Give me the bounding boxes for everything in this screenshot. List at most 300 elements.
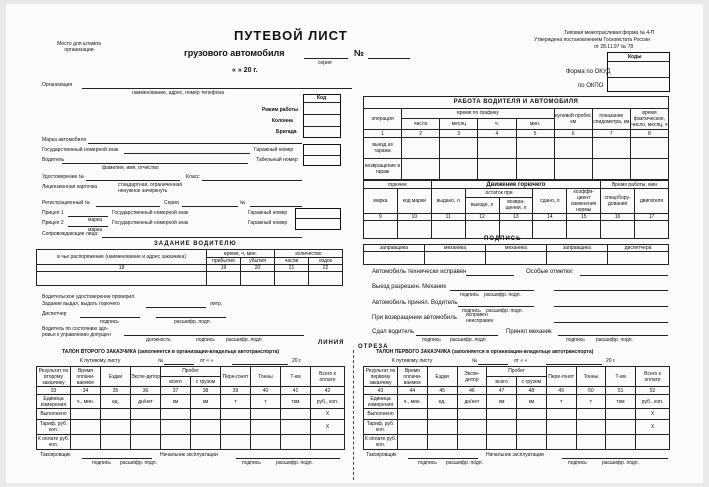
c1-chief-label: Начальник эксплуатации	[486, 452, 544, 458]
c2-x-mark: X	[311, 419, 345, 434]
c2-cell[interactable]	[311, 434, 345, 449]
c2-cell[interactable]	[101, 434, 131, 449]
task-issued-label: Задание выдал, выдать горючего	[42, 301, 120, 307]
task-cell[interactable]	[241, 272, 275, 286]
fuel-col-handed: сдано, л	[533, 189, 567, 214]
class-label: Класс	[186, 174, 200, 180]
c2-cell[interactable]	[281, 409, 311, 420]
c2-num: 38	[191, 387, 221, 395]
c2-col-probeg: Пробег	[161, 367, 221, 377]
work-cell[interactable]	[440, 159, 478, 180]
c1-unit: ч., мин.	[398, 395, 428, 409]
c2-col-time: Время оплачи-ваемое	[71, 367, 101, 387]
c1-cell[interactable]	[546, 409, 576, 420]
c1-cell[interactable]	[546, 434, 576, 449]
c2-unit: т	[221, 395, 251, 409]
c1-cell[interactable]	[517, 419, 547, 434]
garage-tab-div	[303, 155, 341, 156]
task-cell[interactable]	[275, 272, 309, 286]
date-line: « » 20 г.	[232, 67, 258, 74]
dispatcher-label: Диспетчер	[42, 311, 67, 317]
form-date: от 28.11.97 № 78	[594, 44, 634, 50]
c1-col-probeg: Пробег	[487, 367, 547, 377]
c1-num: 44	[398, 387, 428, 395]
mech-decode-hint: расшифр. подп.	[596, 337, 633, 343]
exit-decode-hint: расшифр. подп.	[484, 292, 521, 298]
special-notes-field[interactable]	[580, 275, 668, 276]
mech-sign-hint: подпись	[566, 337, 585, 343]
codes-label: Коды	[628, 54, 642, 60]
dispatcher-decode-field[interactable]	[156, 317, 226, 318]
c1-col-exped: Экспе-дитор	[457, 367, 487, 387]
sig-col: диспетчера	[608, 245, 669, 252]
c2-num: 35	[101, 387, 131, 395]
organization-hint: наименование, адрес, номер телефона	[132, 90, 225, 96]
trailer2-garage-label: Гаражный номер	[248, 220, 288, 226]
c1-done: Выполнено	[364, 409, 398, 420]
work-table-title: РАБОТА ВОДИТЕЛЯ И АВТОМОБИЛЯ	[364, 97, 669, 109]
c2-unit: ч., мин.	[71, 395, 101, 409]
c2-x-mark: X	[311, 409, 345, 420]
c2-probeg-load: с грузом	[191, 376, 221, 387]
fuel-col-engine: двигателя	[635, 189, 669, 214]
org-codes-div-2	[303, 114, 341, 115]
health-label: Водитель по состоянию здо-ровья к управлению допущен	[42, 326, 111, 338]
vehicle-series-line[interactable]	[304, 58, 348, 59]
coupon1-no-field[interactable]	[478, 364, 508, 365]
task-cell[interactable]	[309, 272, 343, 286]
codes-divider-2	[607, 77, 670, 78]
work-table	[363, 96, 669, 180]
work-num: 5	[516, 130, 554, 138]
c2-unit: руб., коп.	[311, 395, 345, 409]
c2-cell[interactable]	[251, 419, 281, 434]
c2-cell[interactable]	[161, 409, 191, 420]
work-col-speedo: показание спидометра, км	[592, 108, 630, 130]
c2-cell[interactable]	[131, 419, 161, 434]
work-cell[interactable]	[630, 159, 668, 180]
c2-taxer-field[interactable]	[82, 458, 152, 459]
waybill-form	[6, 4, 703, 483]
work-cell[interactable]	[630, 138, 668, 159]
driver-label: Водитель	[42, 157, 65, 163]
work-col-schedule: время по графику	[402, 108, 555, 119]
c2-cell[interactable]	[221, 419, 251, 434]
c1-unit: руб., коп.	[636, 395, 670, 409]
trailer2-label: Прицеп 2	[42, 220, 64, 226]
c2-col-exped: Экспе-дитор	[131, 367, 161, 387]
c1-unit: км	[517, 395, 547, 409]
c1-cell[interactable]	[427, 434, 457, 449]
sig-cell[interactable]	[425, 252, 486, 265]
fuel-cell[interactable]	[567, 221, 601, 239]
car-brand-field[interactable]	[88, 143, 302, 144]
work-num: 1	[364, 130, 402, 138]
fuel-col-remainder: остаток при	[465, 189, 533, 198]
work-num: 3	[440, 130, 478, 138]
c1-taxer-label: Таксировщик	[366, 452, 397, 458]
c2-col-trips: Ездки	[101, 367, 131, 387]
c2-taxer-decode-hint: расшифр. подп.	[120, 460, 157, 466]
task-num: 19	[207, 265, 241, 272]
trailer1-brand-hint: марка	[88, 217, 103, 223]
c1-cell[interactable]	[606, 409, 636, 420]
accepted-decode-hint: расшифр. подп.	[486, 308, 523, 314]
c1-cell[interactable]	[457, 434, 487, 449]
coupon2-no: №	[158, 358, 164, 364]
c1-unit: дн/нет	[457, 395, 487, 409]
work-col-day: число	[402, 119, 440, 130]
c1-num: 48	[517, 387, 547, 395]
work-cell[interactable]	[554, 138, 592, 159]
fuel-num: 16	[601, 214, 635, 221]
car-accepted-field[interactable]	[458, 306, 534, 307]
coupon2-ref: К путевому листу	[80, 358, 121, 364]
c2-cell[interactable]	[251, 409, 281, 420]
c1-taxer-decode-hint: расшифр. подп.	[446, 460, 483, 466]
task-title: ЗАДАНИЕ ВОДИТЕЛЮ	[154, 241, 237, 247]
okud-label: Форма по ОКУД	[566, 69, 611, 75]
work-cell[interactable]	[516, 159, 554, 180]
c1-cell[interactable]	[487, 419, 517, 434]
companions-label: Сопровождающие лица:	[42, 231, 99, 237]
notes-line-3[interactable]	[554, 306, 668, 307]
c2-chief-field[interactable]	[236, 458, 340, 459]
fuel-col-mark: марка	[364, 189, 398, 214]
c2-num: 37	[161, 387, 191, 395]
c1-cell[interactable]	[427, 419, 457, 434]
position-hint: должность	[146, 337, 171, 343]
form-title: ПУТЕВОЙ ЛИСТ	[234, 28, 348, 43]
car-ok-field[interactable]	[466, 275, 514, 276]
work-col-operation: операция	[364, 108, 402, 130]
c2-cell[interactable]	[71, 409, 101, 420]
c1-taxer-field[interactable]	[408, 458, 478, 459]
signature-title: ПОДПИСЬ	[484, 236, 522, 242]
c1-cell[interactable]	[576, 409, 606, 420]
work-row-return: возвращение в гараж	[364, 159, 402, 180]
work-cell[interactable]	[440, 138, 478, 159]
license-label: Удостоверение №	[42, 174, 85, 180]
c1-chief-decode-hint: расшифр. подп.	[602, 460, 639, 466]
task-col-departure: убытия	[241, 258, 275, 265]
license-checked-label: Водительское удостоверение проверил.	[42, 294, 136, 300]
c2-units-label: Единица измерения	[37, 395, 71, 409]
c1-unit: км	[487, 395, 517, 409]
c2-num: 41	[281, 387, 311, 395]
reg-number-field[interactable]	[96, 206, 160, 207]
c2-cell[interactable]	[221, 409, 251, 420]
c2-col-peregon: Пере-гонят	[221, 367, 251, 387]
task-cell[interactable]	[37, 272, 207, 286]
form-subtitle: грузового автомобиля	[184, 48, 285, 58]
coupon2-date-field[interactable]	[232, 364, 288, 365]
trailer2-state-label: Государственный номерной знак	[112, 220, 189, 226]
coupon2-year: 20 г.	[292, 358, 302, 364]
fuel-cell[interactable]	[431, 221, 465, 239]
c1-unit: ткм	[606, 395, 636, 409]
accepted-sign-hint: подпись	[462, 308, 481, 314]
c2-cell[interactable]	[71, 419, 101, 434]
c1-probeg-load: с грузом	[517, 376, 547, 387]
accepted-mech-label: Принял механик	[506, 329, 552, 335]
coupon1-date-field[interactable]	[546, 364, 602, 365]
task-num: 21	[275, 265, 309, 272]
work-col-min: мин.	[516, 119, 554, 130]
task-num: 18	[37, 265, 207, 272]
org-codes-div-1	[303, 102, 341, 103]
c1-cell[interactable]	[398, 409, 428, 420]
work-cell[interactable]	[592, 159, 630, 180]
work-cell[interactable]	[592, 138, 630, 159]
driver-field[interactable]	[62, 163, 248, 164]
fuel-num: 13	[499, 214, 533, 221]
c1-unit: ед.	[427, 395, 457, 409]
c1-cell[interactable]	[457, 419, 487, 434]
coupon2-title: ТАЛОН ВТОРОГО ЗАКАЗЧИКА (заполняется в организации-владельце автотранспорта)	[62, 349, 280, 355]
sig-col: механика	[425, 245, 486, 252]
trailer1-garage-label: Гаражный номер	[248, 210, 288, 216]
work-num: 2	[402, 130, 440, 138]
work-num: 6	[554, 130, 592, 138]
work-cell[interactable]	[478, 159, 516, 180]
fuel-col-issued: выдано, л	[431, 189, 465, 214]
exit-allowed-label: Выезд разрешен. Механик	[372, 284, 446, 290]
sig-col: заправщика	[364, 245, 425, 252]
cut-label: ОТРЕЗА	[358, 344, 389, 350]
waybill-number-line[interactable]	[368, 58, 410, 59]
health-field[interactable]	[124, 335, 304, 336]
fuel-col-fuel: горючее	[364, 181, 432, 189]
c2-col-tons: Тонны	[251, 367, 281, 387]
c1-cell[interactable]	[517, 434, 547, 449]
fuel-cell[interactable]	[364, 221, 398, 239]
c1-units-label: Единица измерения	[364, 395, 398, 409]
coupon1-no: №	[472, 358, 478, 364]
work-cell[interactable]	[516, 138, 554, 159]
c1-cell[interactable]	[398, 434, 428, 449]
work-cell[interactable]	[402, 159, 440, 180]
stamp-place-label: Место для штампа организации	[57, 41, 101, 53]
c1-num: 46	[457, 387, 487, 395]
dispatcher-decode-hint: расшифр. подп.	[174, 319, 211, 325]
c2-done: Выполнено	[37, 409, 71, 420]
c2-cell[interactable]	[191, 419, 221, 434]
c2-cell[interactable]	[71, 434, 101, 449]
c1-x-mark: X	[636, 419, 670, 434]
repair-state: исправен неисправен	[466, 312, 494, 324]
c2-chief-label: Начальник эксплуатации	[160, 452, 218, 458]
number-sign: №	[354, 48, 365, 58]
driver-hint: фамилия, имя, отчество	[102, 165, 159, 171]
c2-cell[interactable]	[101, 419, 131, 434]
c1-col-tkm: Т-км	[606, 367, 636, 387]
state-number-field[interactable]	[124, 153, 250, 154]
c2-unit: ед.	[101, 395, 131, 409]
c1-cell[interactable]	[398, 419, 428, 434]
c2-cell[interactable]	[281, 419, 311, 434]
handed-decode-hint: расшифр. подп.	[450, 337, 487, 343]
c2-cell[interactable]	[161, 419, 191, 434]
state-number-label: Государственный номерной знак	[42, 147, 119, 153]
c1-cell[interactable]	[546, 419, 576, 434]
coupon2-no-field[interactable]	[164, 364, 194, 365]
task-col-hours: часов	[275, 258, 309, 265]
okpo-label: по ОКПО	[578, 83, 604, 89]
c1-cell[interactable]	[576, 434, 606, 449]
c1-num: 49	[546, 387, 576, 395]
c2-unit: ткм	[281, 395, 311, 409]
c1-chief-field[interactable]	[562, 458, 668, 459]
c1-cell[interactable]	[457, 409, 487, 420]
special-notes-label: Особые отметки:	[526, 269, 574, 275]
c1-cell[interactable]	[576, 419, 606, 434]
garage-number-label: Гаражный номер	[254, 147, 294, 153]
fuel-table-title: Движение горючего	[431, 181, 600, 189]
fuel-num: 12	[465, 214, 499, 221]
c1-col-time: Время оплачи-ваемое	[398, 367, 428, 387]
notes-line-2[interactable]	[554, 290, 668, 291]
reg-no-label: №	[240, 200, 246, 206]
c1-cell[interactable]	[427, 409, 457, 420]
sig-col: механика	[486, 245, 547, 252]
c2-cell[interactable]	[191, 434, 221, 449]
c1-col-total: Всего к оплате	[636, 367, 670, 387]
fuel-cell[interactable]	[601, 221, 635, 239]
fuel-num: 15	[567, 214, 601, 221]
exit-sign-hint: подпись	[460, 292, 479, 298]
health-sign-hint: подпись	[196, 337, 215, 343]
c1-cell[interactable]	[606, 419, 636, 434]
c1-cell[interactable]	[636, 434, 670, 449]
sig-cell[interactable]	[608, 252, 669, 265]
c1-col-peregon: Пере-гонят	[546, 367, 576, 387]
companions-field[interactable]	[102, 237, 302, 238]
organization-field[interactable]	[82, 88, 352, 89]
c2-num: 33	[37, 387, 71, 395]
class-field[interactable]	[202, 180, 302, 181]
notes-line-4[interactable]	[554, 322, 668, 323]
reg-series-label: Серия	[164, 200, 179, 206]
c2-num: 39	[221, 387, 251, 395]
c2-cell[interactable]	[161, 434, 191, 449]
reg-series-field[interactable]	[182, 206, 238, 207]
c2-unit: км	[191, 395, 221, 409]
coupon1-year: 20 г.	[606, 358, 616, 364]
work-cell[interactable]	[554, 159, 592, 180]
fuel-cell[interactable]	[635, 221, 669, 239]
sig-col: заправщика	[547, 245, 608, 252]
c1-cell[interactable]	[487, 434, 517, 449]
dispatcher-sign-field[interactable]	[80, 317, 140, 318]
fuel-issued-field[interactable]	[146, 307, 206, 308]
reg-no-field[interactable]	[250, 206, 302, 207]
task-num: 20	[241, 265, 275, 272]
c1-cell[interactable]	[517, 409, 547, 420]
task-col-trips: ездок	[309, 258, 343, 265]
c1-num: 50	[576, 387, 606, 395]
work-col-actual: время фактическое, число, месяц, ч	[631, 109, 668, 128]
c2-cell[interactable]	[221, 434, 251, 449]
column-label: Колонна	[272, 118, 293, 124]
dispatcher-sign-hint: подпись	[100, 319, 119, 325]
c2-tariff: Тариф, руб. коп.	[37, 419, 71, 434]
handed-sign-hint: подпись	[422, 337, 441, 343]
c1-to-pay: К оплате руб. коп.	[364, 435, 397, 448]
c1-unit: т	[546, 395, 576, 409]
trailer1-state-label: Государственный номерной знак	[112, 210, 189, 216]
c1-cell[interactable]	[606, 434, 636, 449]
fuel-col-worktime: Время работы, мин	[601, 181, 669, 189]
c2-cell[interactable]	[281, 434, 311, 449]
c1-tariff: Тариф, руб. коп.	[364, 419, 398, 434]
work-col-zero: нулевой пробег, км	[554, 108, 592, 130]
fuel-num: 9	[364, 214, 398, 221]
fuel-cell[interactable]	[533, 221, 567, 239]
handed-driver-field[interactable]	[416, 335, 498, 336]
fuel-col-return: возвра-щении, л	[499, 197, 533, 213]
c2-num: 36	[131, 387, 161, 395]
c2-unit: дн/нет	[131, 395, 161, 409]
c2-col-total: Всего к оплате	[311, 367, 345, 387]
sig-cell[interactable]	[547, 252, 608, 265]
c1-col-trips: Ездки	[427, 367, 457, 387]
c1-num: 45	[427, 387, 457, 395]
cut-dashed-line	[353, 350, 354, 480]
fuel-table	[363, 180, 669, 239]
sig-cell[interactable]	[364, 252, 425, 265]
work-num: 7	[592, 130, 630, 138]
c2-col-tkm: Т-км	[281, 367, 311, 387]
c2-num: 34	[71, 387, 101, 395]
coupon1-title: ТАЛОН ПЕРВОГО ЗАКАЗЧИКА (заполняется в организации-владельце автотранспорта)	[376, 349, 594, 355]
trailer1-label: Прицеп 1	[42, 210, 64, 216]
handed-driver-label: Сдал водитель	[372, 329, 414, 335]
c2-unit: км	[161, 395, 191, 409]
c2-cell[interactable]	[191, 409, 221, 420]
coupon1-table	[363, 366, 670, 450]
work-cell[interactable]	[402, 138, 440, 159]
c2-cell[interactable]	[131, 409, 161, 420]
work-col-hour: ч.	[478, 119, 516, 130]
task-col-time: время, ч, мин.	[207, 250, 275, 258]
coupon2-table	[36, 366, 345, 450]
exit-allowed-field[interactable]	[450, 290, 534, 291]
c2-to-pay: К оплате руб. коп.	[37, 435, 70, 448]
c2-probeg-total: всего	[161, 376, 191, 387]
c2-cell[interactable]	[101, 409, 131, 420]
task-col-qty: количество	[275, 250, 343, 258]
coupon2-from: от « »	[200, 358, 214, 364]
series-hint: серия	[318, 60, 332, 66]
c2-chief-decode-hint: расшифр. подп.	[276, 460, 313, 466]
fuel-cell[interactable]	[397, 221, 431, 239]
accepted-mech-field[interactable]	[558, 335, 668, 336]
c2-cell[interactable]	[251, 434, 281, 449]
trailer-garage-box[interactable]	[295, 208, 341, 230]
liters-label: литр.	[210, 301, 223, 307]
sig-cell[interactable]	[486, 252, 547, 265]
work-num: 4	[478, 130, 516, 138]
c1-cell[interactable]	[487, 409, 517, 420]
c2-taxer-sign-hint: подпись	[92, 460, 111, 466]
task-cell[interactable]	[207, 272, 241, 286]
license-field[interactable]	[86, 180, 180, 181]
form-approved: Утверждена постановлением Госкомстата России	[534, 37, 650, 43]
codes-divider-1	[607, 61, 670, 62]
c2-cell[interactable]	[131, 434, 161, 449]
work-cell[interactable]	[478, 138, 516, 159]
